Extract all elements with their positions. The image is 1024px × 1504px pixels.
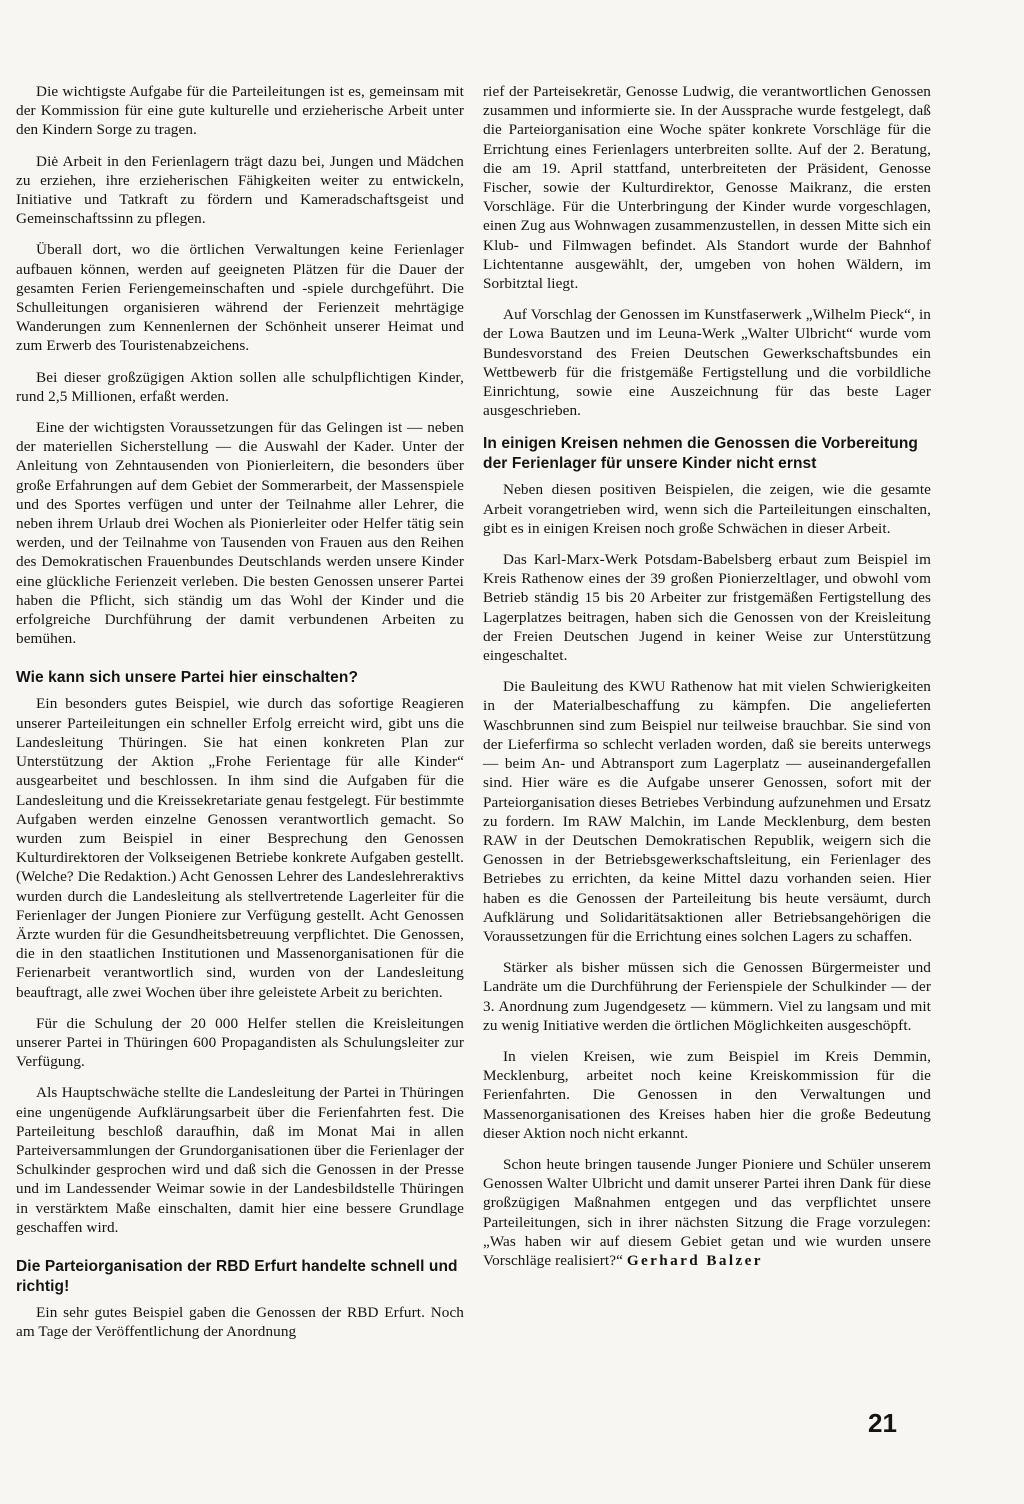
paragraph: Die wichtigste Aufgabe für die Parteileitungen ist es, gemeinsam mit der Kommission für eine gute kulturelle und erzieherische Arbeit unter den Kindern Sorge zu tragen. xyxy=(16,83,464,139)
paragraph-text: Schon heute bringen tausende Junger Pioniere und Schüler unserem Genossen Walter Ulbricht und damit unserer Partei ihren Dank für diese großzügigen Maßnahmen entgegen und das verpflichtet unsere Parteileitungen, sich in ihrer nächsten Sitzung die Frage vorzulegen: „Was haben wir auf diesem Gebiet getan und wie wurden unsere Vorschläge realisiert?“ xyxy=(483,1155,931,1269)
section-heading: In einigen Kreisen nehmen die Genossen die Vorbereitung der Ferienlager für unsere Kinder nicht ernst xyxy=(483,435,918,473)
paragraph-with-signature xyxy=(483,1155,931,1270)
paragraph: Die Bauleitung des KWU Rathenow hat mit vielen Schwierigkeiten in der Materialbeschaffung zu kämpfen. Die angelieferten Waschbrunnen sind zum Beispiel nur teilweise brauchbar. Sie sind von der Lieferfirma so schlecht verladen worden, daß sie bereits unterwegs — beim An- und Abtransport zum Lagerplatz — auseinandergefallen sind. Hier wäre es die Aufgabe unserer Genossen, sofort mit der Parteiorganisation dieses Betriebes Verbindung aufzunehmen und Ersatz zu fordern. Im RAW Malchin, im Lande Mecklenburg, dem besten RAW in der Deutschen Demokratischen Republik, weigern sich die Genossen in der Betriebsgewerkschaftsleitung, ein Ferienlager des Betriebes zu errichten, da keine Mittel dazu vorhanden seien. Hier haben es die Genossen der Parteileitung bis heute versäumt, durch Aufklärung und Solidaritätsaktionen aller Betriebsangehörigen die Voraussetzungen für die Errichtung eines solchen Lagers zu schaffen. xyxy=(483,678,931,945)
paragraph: Überall dort, wo die örtlichen Verwaltungen keine Ferienlager aufbauen können, werden auf geeigneten Plätzen für die Dauer der gesamten Ferien Feriengemeinschaften und -spiele durchgeführt. Die Schulleitungen organisieren während der Ferienzeit mehrtägige Wanderungen zum Kennenlernen der Schönheit unserer Heimat und zum Erwerb des Touristenabzeichens. xyxy=(16,241,464,355)
left-column xyxy=(16,82,464,1353)
paragraph: In vielen Kreisen, wie zum Beispiel im Kreis Demmin, Mecklenburg, arbeitet noch keine Kreiskommission für die Ferienfahrten. Die Genossen in den Verwaltungen und Massenorganisationen des Kreises haben hier die große Bedeutung dieser Aktion noch nicht erkannt. xyxy=(483,1047,931,1142)
section-heading: Wie kann sich unsere Partei hier einschalten? xyxy=(16,669,359,687)
paragraph: Diė Arbeit in den Ferienlagern trägt dazu bei, Jungen und Mädchen zu erziehen, ihre erzieherischen Fähigkeiten weiter zu entwickeln, Initiative und Tatkraft zu fördern und Kameradschaftsgeist und Gemeinschaftssinn zu pflegen. xyxy=(16,152,464,228)
right-column xyxy=(483,82,931,1282)
paragraph-continued: rief der Parteisekretär, Genosse Ludwig, die verantwortlichen Genossen zusammen und informierte sie. In der Aussprache wurde festgelegt, daß die Parteiorganisation eine Woche später konkrete Vorschläge für die Errichtung eines Ferienlagers unterbreiten sollte. Auf der 2. Beratung, die am 19. April stattfand, unterbreiteten der Präsident, Genosse Fischer, sowie der Kulturdirektor, Genosse Maikranz, die ersten Vorschläge. Für die Unterbringung der Kinder wurde vorgeschlagen, einen Zug aus Wohnwagen zusammenzustellen, in dessen Mitte sich ein Klub- und Filmwagen befindet. Als Standort wurde der Bahnhof Lichtentanne ausgewählt, der, umgeben von hohen Wäldern, im Sorbitztal liegt. xyxy=(483,83,931,293)
paragraph: Eine der wichtigsten Voraussetzungen für das Gelingen ist — neben der materiellen Sicherstellung — die Auswahl der Kader. Unter der Anleitung von Zehntausenden von Pionierleitern, die besonders über große Erfahrungen auf dem Gebiet der Sommerarbeit, der Massenspiele und des Sportes verfügen und unter der Teilnahme aller Lehrer, die neben ihrem Urlaub drei Wochen als Pionierleiter oder Helfer tätig sein werden, und der Teilnahme von Tausenden von Frauen aus den Reihen des Demokratischen Frauenbundes Deutschlands werden unsere Kinder eine glückliche Ferienzeit verleben. Die besten Genossen unserer Partei haben die Pflicht, sich ständig um das Wohl der Kinder und die erfolgreiche Durchführung der damit verbundenen Arbeiten zu bemühen. xyxy=(16,419,464,648)
paragraph: Ein besonders gutes Beispiel, wie durch das sofortige Reagieren unserer Parteileitungen ein schneller Erfolg erreicht wird, gibt uns die Landesleitung Thüringen. Sie hat einen konkreten Plan zur Unterstützung der Aktion „Frohe Ferientage für alle Kinder“ ausgearbeitet und beschlossen. In ihm sind die Aufgaben für die Landesleitung und die Kreissekretariate genau festgelegt. Für bestimmte Aufgaben werden einzelne Genossen verantwortlich gemacht. So wurden zum Beispiel in einer Besprechung den Genossen Kulturdirektoren der Volkseigenen Betriebe konkrete Aufgaben gestellt. (Welche? Die Redaktion.) Acht Genossen Lehrer des Landeslehreraktivs wurden durch die Landesleitung als stellvertretende Lagerleiter für die Ferienlager der Jungen Pioniere zur Verfügung gestellt. Acht Genossen Ärzte wurden für die Gesundheitsbetreuung verpflichtet. Die Genossen, die in den staatlichen Institutionen und Massenorganisationen für die Ferienarbeit verantwortlich sind, wurden von der Landesleitung beauftragt, alle zwei Wochen über ihre geleistete Arbeit zu berichten. xyxy=(16,695,464,1001)
paragraph: Das Karl-Marx-Werk Potsdam-Babelsberg erbaut zum Beispiel im Kreis Rathenow eines der 39 großen Pionierzeltlager, und obwohl vom Betrieb ständig 15 bis 20 Arbeiter zur fristgemäßen Fertigstellung des Lagerplatzes beitragen, haben sich die Genossen von der Kreisleitung der Freien Deutschen Jugend in keiner Weise zur Unterstützung eingeschaltet. xyxy=(483,551,931,665)
paragraph: Ein sehr gutes Beispiel gaben die Genossen der RBD Erfurt. Noch am Tage der Veröffentlichung der Anordnung xyxy=(16,1303,464,1341)
paragraph: Auf Vorschlag der Genossen im Kunstfaserwerk „Wilhelm Pieck“, in der Lowa Bautzen und im Leuna-Werk „Walter Ulbricht“ wurde vom Bundesvorstand des Freien Deutschen Gewerkschaftsbundes ein Wettbewerb für die fristgemäße Fertigstellung und die vorbildliche Einrichtung, sowie eine Auszeichnung für das beste Lager ausgeschrieben. xyxy=(483,306,931,420)
paragraph: Für die Schulung der 20 000 Helfer stellen die Kreisleitungen unserer Partei in Thüringen 600 Propagandisten als Schulungsleiter zur Verfügung. xyxy=(16,1014,464,1071)
author-signature: Gerhard Balzer xyxy=(626,1251,763,1269)
section-heading: Die Parteiorganisation der RBD Erfurt handelte schnell und richtig! xyxy=(16,1257,458,1295)
paragraph: Als Hauptschwäche stellte die Landesleitung der Partei in Thüringen eine ungenügende Aufklärungsarbeit über die Ferienfahrten fest. Die Parteileitung beschloß daraufhin, daß im Monat Mai in allen Parteiversammlungen der Grundorganisationen über die Ferienlager der Schulkinder gesprochen wird und daß sich die Genossen in der Presse und im Landessender Weimar sowie in der Landesbildstelle Thüringen in verstärktem Maße einschalten, damit hier eine bessere Grundlage geschaffen wird. xyxy=(16,1084,464,1236)
page-number: 21 xyxy=(868,1408,897,1438)
paragraph: Stärker als bisher müssen sich die Genossen Bürgermeister und Landräte um die Durchführung der Ferienspiele der Schulkinder — der 3. Anordnung zum Jugendgesetz — kümmern. Viel zu langsam und mit zu wenig Initiative werden die örtlichen Möglichkeiten ausgeschöpft. xyxy=(483,959,931,1034)
paragraph: Bei dieser großzügigen Aktion sollen alle schulpflichtigen Kinder, rund 2,5 Millionen, erfaßt werden. xyxy=(16,368,464,405)
paragraph: Neben diesen positiven Beispielen, die zeigen, wie die gesamte Arbeit vorangetrieben wird, wenn sich die Parteileitungen einschalten, gibt es in einigen Kreisen noch große Schwächen in dieser Arbeit. xyxy=(483,481,931,537)
